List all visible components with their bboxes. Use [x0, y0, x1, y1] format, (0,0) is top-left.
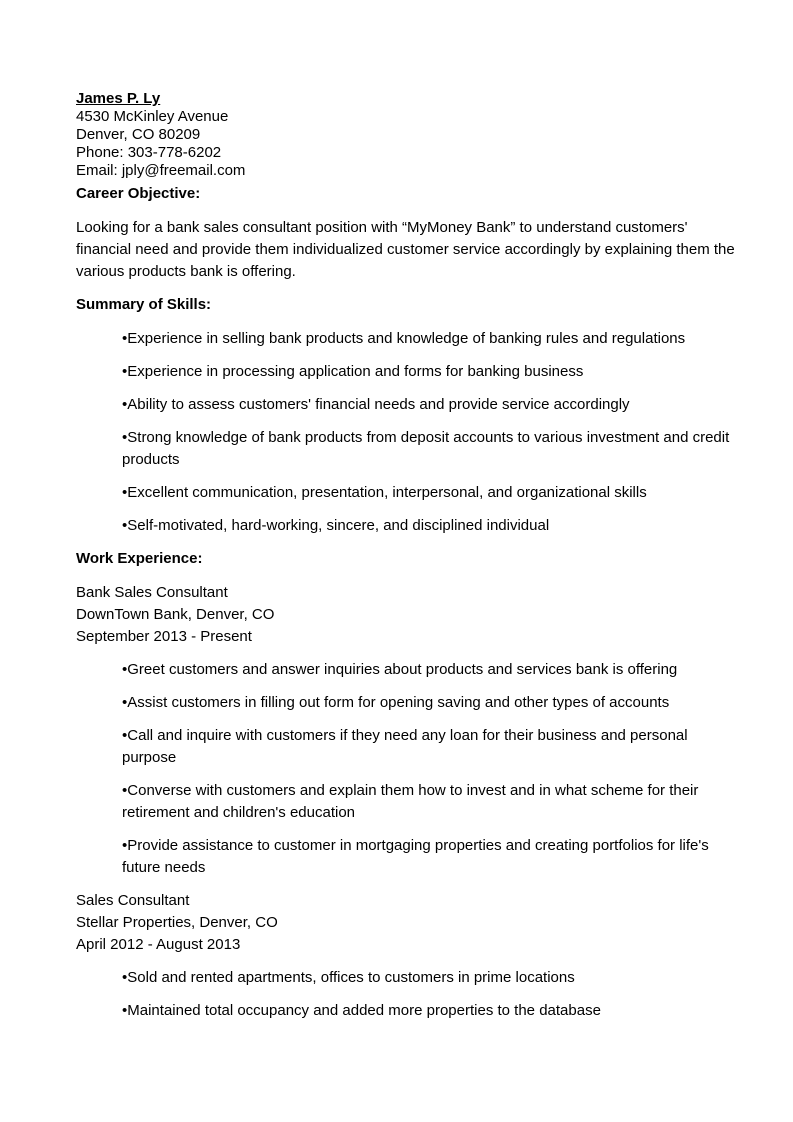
phone-line: Phone: 303-778-6202 — [76, 144, 222, 161]
skill-item — [122, 482, 740, 504]
skill-item — [122, 328, 740, 350]
job-bullet — [122, 659, 740, 681]
skill-text: Experience in processing application and forms for banking business — [127, 363, 584, 380]
job-title: Sales Consultant — [76, 892, 190, 909]
job-dates: September 2013 - Present — [76, 628, 252, 645]
summary-of-skills-heading: Summary of Skills: — [76, 296, 212, 313]
bullet-icon: • — [122, 969, 128, 986]
skill-item — [122, 394, 740, 416]
email-line: Email: jply@freemail.com — [76, 162, 246, 179]
bullet-icon: • — [122, 396, 128, 413]
job-bullet — [122, 780, 740, 824]
job-bullet-text: Assist customers in filling out form for opening saving and other types of accounts — [127, 694, 670, 711]
bullet-icon: • — [122, 429, 128, 446]
skill-text: Excellent communication, presentation, interpersonal, and organizational skills — [127, 484, 647, 501]
career-objective-text: Looking for a bank sales consultant position with “MyMoney Bank” to understand customers' financial need and provide them individualized customer service accordingly by explaining them the various products bank is offering. — [76, 219, 735, 280]
job-bullet — [122, 725, 740, 769]
job-bullet — [122, 692, 740, 714]
job-bullet-text: Greet customers and answer inquiries about products and services bank is offering — [127, 661, 678, 678]
contact-block — [76, 90, 740, 180]
job-dates: April 2012 - August 2013 — [76, 936, 241, 953]
skill-text: Experience in selling bank products and knowledge of banking rules and regulations — [127, 330, 686, 347]
bullet-icon: • — [122, 517, 128, 534]
skill-item — [122, 427, 740, 471]
job-bullet-text: Converse with customers and explain them how to invest and in what scheme for their retirement and children's education — [122, 782, 699, 821]
career-objective-heading: Career Objective: — [76, 185, 201, 202]
bullet-icon: • — [122, 1002, 128, 1019]
candidate-name: James P. Ly — [76, 90, 161, 107]
job-bullet-text: Maintained total occupancy and added more properties to the database — [127, 1002, 601, 1019]
skill-item — [122, 515, 740, 537]
bullet-icon: • — [122, 837, 128, 854]
job-bullet-text: Provide assistance to customer in mortgaging properties and creating portfolios for life's future needs — [122, 837, 709, 876]
skill-text: Strong knowledge of bank products from deposit accounts to various investment and credit products — [122, 429, 730, 468]
skill-text: Self-motivated, hard-working, sincere, and disciplined individual — [127, 517, 550, 534]
bullet-icon: • — [122, 363, 128, 380]
bullet-icon: • — [122, 661, 128, 678]
job-company: Stellar Properties, Denver, CO — [76, 914, 278, 931]
work-experience-heading: Work Experience: — [76, 550, 203, 567]
skill-text: Ability to assess customers' financial needs and provide service accordingly — [127, 396, 630, 413]
job-bullet — [122, 835, 740, 879]
bullet-icon: • — [122, 694, 128, 711]
bullet-icon: • — [122, 330, 128, 347]
address-line-1: 4530 McKinley Avenue — [76, 108, 229, 125]
job-bullet-text: Call and inquire with customers if they need any loan for their business and personal purpose — [122, 727, 688, 766]
job-entry — [76, 582, 740, 648]
job-company: DownTown Bank, Denver, CO — [76, 606, 275, 623]
address-line-2: Denver, CO 80209 — [76, 126, 201, 143]
job-bullet — [122, 967, 740, 989]
bullet-icon: • — [122, 727, 128, 744]
job-bullet-text: Sold and rented apartments, offices to customers in prime locations — [127, 969, 575, 986]
skill-item — [122, 361, 740, 383]
bullet-icon: • — [122, 484, 128, 501]
bullet-icon: • — [122, 782, 128, 799]
job-entry — [76, 890, 740, 956]
job-title: Bank Sales Consultant — [76, 584, 228, 601]
job-bullet — [122, 1000, 740, 1022]
